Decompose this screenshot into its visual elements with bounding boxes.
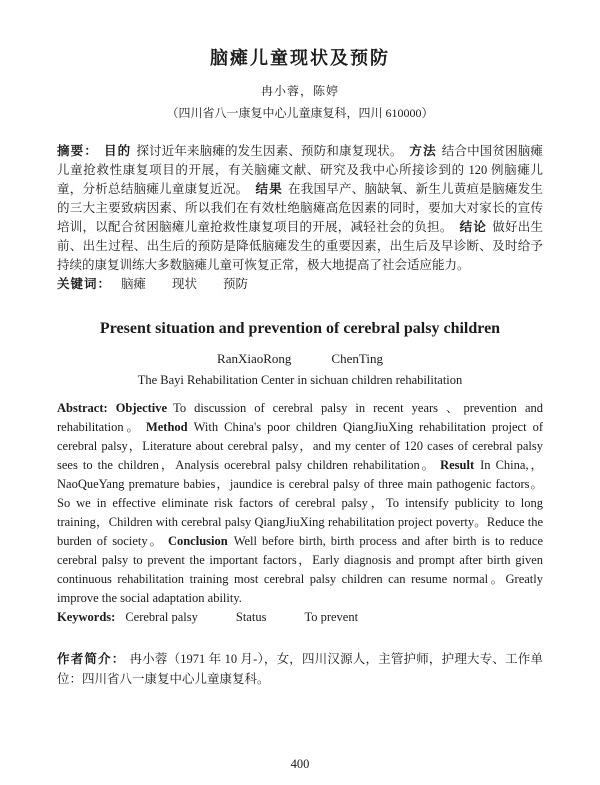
objective-label-cn: 目的: [104, 144, 132, 158]
paper-title-chinese: 脑瘫儿童现状及预防: [210, 48, 390, 68]
keywords-label-en: Keywords:: [57, 610, 116, 624]
authors-english: [57, 350, 543, 367]
keyword-en-2: Status: [235, 610, 267, 624]
conclusion-label-cn: 结论: [459, 220, 488, 234]
abstract-objective-label-en: Abstract: Objective: [57, 401, 168, 415]
keywords-label-cn: 关键词：: [57, 277, 112, 291]
conclusion-text-cn: 做好出生前、出生过程、出生后的预防是降低脑瘫发生的重要因素，出生后及早诊断、及时给予持续的康复训练大多数脑瘫儿童可恢复正常，极大地提高了社会适应能力。: [57, 220, 543, 272]
abstract-label-cn: 摘要：: [57, 144, 99, 158]
result-label-cn: 结果: [255, 182, 283, 196]
keyword-cn-3: 预防: [223, 277, 249, 291]
author-bio-label: 作者简介：: [57, 652, 126, 666]
author-english-2: ChenTing: [331, 351, 383, 366]
method-label-cn: 方法: [409, 144, 437, 158]
affiliation-chinese: （四川省八一康复中心儿童康复科，四川 610000）: [166, 106, 434, 120]
author-bio-text: 冉小蓉（1971 年 10 月-），女，四川汉源人，主管护师，护理大专、工作单位：四川省八一康复中心儿童康复科。: [57, 652, 543, 686]
method-text-cn: 结合中国贫困脑瘫儿童抢救性康复项目的开展，有关脑瘫文献、研究及我中心所接诊到的 120 例脑瘫儿童，分析总结脑瘫儿童康复近况。: [57, 144, 543, 196]
method-text-en: With China's poor children QiangJiuXing rehabilitation project of cerebral palsy，Literature about cerebral palsy，and my center of 120 cases of cerebral palsy sees to the children，Analysis ocerebral palsy children rehabilitation。: [57, 420, 543, 472]
author-english-1: RanXiaoRong: [217, 351, 292, 366]
conclusion-label-en: Conclusion: [167, 534, 228, 548]
paper-title-english: Present situation and prevention of cerebral palsy children: [99, 320, 501, 337]
authors-chinese: 冉小蓉，陈婷: [260, 84, 339, 98]
result-text-cn: 在我国早产、脑缺氧、新生儿黄疸是脑瘫发生的三大主要致病因素、所以我们在有效杜绝脑瘫高危因素的同时，要加大对家长的宣传培训，以配合贫困脑瘫儿童抢救性康复项目的开展，减轻社会的负担。: [57, 182, 543, 234]
result-text-en: In China,，NaoQueYang premature babies，jaundice is cerebral palsy of three main pathogenic factors。So we in effective eliminate risk factors of cerebral palsy，To intensify publicity to long training，Children with cerebral palsy QiangJiuXing rehabilitation project poverty。Reduce the burden of society。: [57, 458, 544, 548]
objective-text-en: To discussion of cerebral palsy in recent years 、prevention and rehabilitation。: [57, 401, 543, 434]
objective-text-cn: 探讨近年来脑瘫的发生因素、预防和康复现状。: [136, 144, 403, 158]
keywords-english: [57, 608, 543, 627]
abstract-chinese: [57, 142, 543, 275]
conclusion-text-en: Well before birth, birth process and after birth is to reduce cerebral palsy to prevent the important factors，Early diagnosis and prompt after birth given continuous rehabilitation training most cerebral palsy children can resume normal。Greatly improve the social adaptation ability.: [57, 534, 544, 605]
keyword-cn-2: 现状: [172, 277, 198, 291]
affiliation-english: The Bayi Rehabilitation Center in sichuan children rehabilitation: [137, 373, 463, 387]
keywords-chinese: [57, 275, 543, 294]
keyword-en-3: To prevent: [304, 610, 359, 624]
abstract-english: [57, 399, 543, 608]
result-label-en: Result: [440, 458, 475, 472]
keyword-cn-1: 脑瘫: [121, 277, 147, 291]
author-bio: [57, 649, 543, 689]
page-number: 400: [290, 757, 310, 771]
method-label-en: Method: [145, 420, 188, 434]
keyword-en-1: Cerebral palsy: [125, 610, 198, 624]
